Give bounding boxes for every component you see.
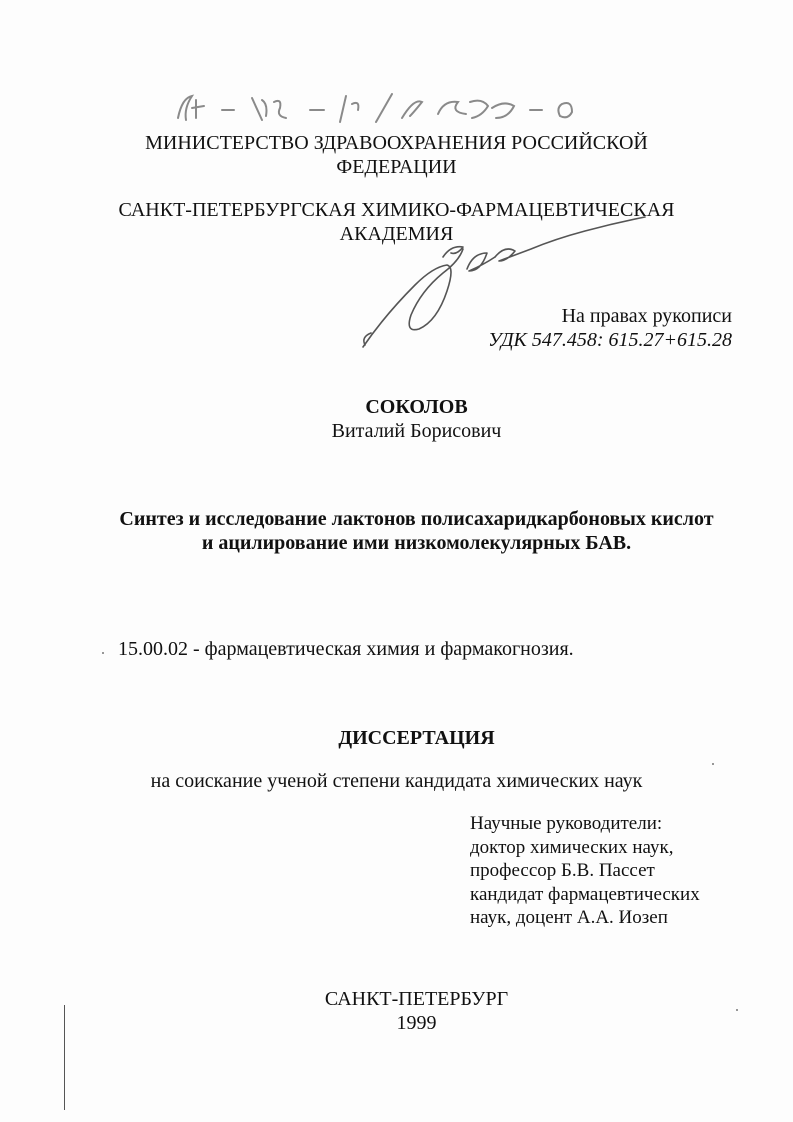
author-surname: СОКОЛОВ xyxy=(365,396,468,418)
scan-speck xyxy=(102,652,104,654)
supervisor-line: профессор Б.В. Пассет xyxy=(470,860,655,881)
supervisor-line: доктор химических наук, xyxy=(470,836,674,858)
scan-speck xyxy=(712,763,714,765)
handwritten-archive-mark xyxy=(170,88,590,128)
footer-city: САНКТ-ПЕТЕРБУРГ xyxy=(324,988,509,1010)
supervisor-line: кандидат фармацевтических xyxy=(470,883,700,905)
thesis-title-line-2: и ацилирование ими низкомолекулярных БАВ. xyxy=(201,532,632,554)
thesis-title-line-1: Синтез и исследование лактонов полисахаридкарбоновых кислот xyxy=(119,508,714,530)
manuscript-rights: На правах рукописи xyxy=(561,305,732,327)
document-type: ДИССЕРТАЦИЯ xyxy=(338,727,495,749)
author-given-names: Виталий Борисович xyxy=(331,420,502,442)
scan-speck xyxy=(736,1009,738,1011)
udc-code: УДК 547.458: 615.27+615.28 xyxy=(488,329,732,351)
specialty-code: 15.00.02 - фармацевтическая химия и фармакогнозия. xyxy=(118,638,574,660)
footer-year: 1999 xyxy=(396,1012,437,1034)
degree-statement: на соискание ученой степени кандидата химических наук xyxy=(150,770,643,792)
supervisors-heading: Научные руководители: xyxy=(470,813,663,834)
ministry-line-2: ФЕДЕРАЦИИ xyxy=(336,156,457,178)
supervisor-line: наук, доцент А.А. Иозеп xyxy=(470,907,668,928)
academy-line-2: АКАДЕМИЯ xyxy=(339,223,454,245)
ministry-line-1: МИНИСТЕРСТВО ЗДРАВООХРАНЕНИЯ РОССИЙСКОЙ xyxy=(145,132,648,154)
rights-block xyxy=(472,304,732,352)
scan-edge-line xyxy=(64,1005,65,1110)
academy-line-1: САНКТ-ПЕТЕРБУРГСКАЯ ХИМИКО-ФАРМАЦЕВТИЧЕСКАЯ xyxy=(118,199,675,221)
supervisors-block xyxy=(470,812,770,930)
